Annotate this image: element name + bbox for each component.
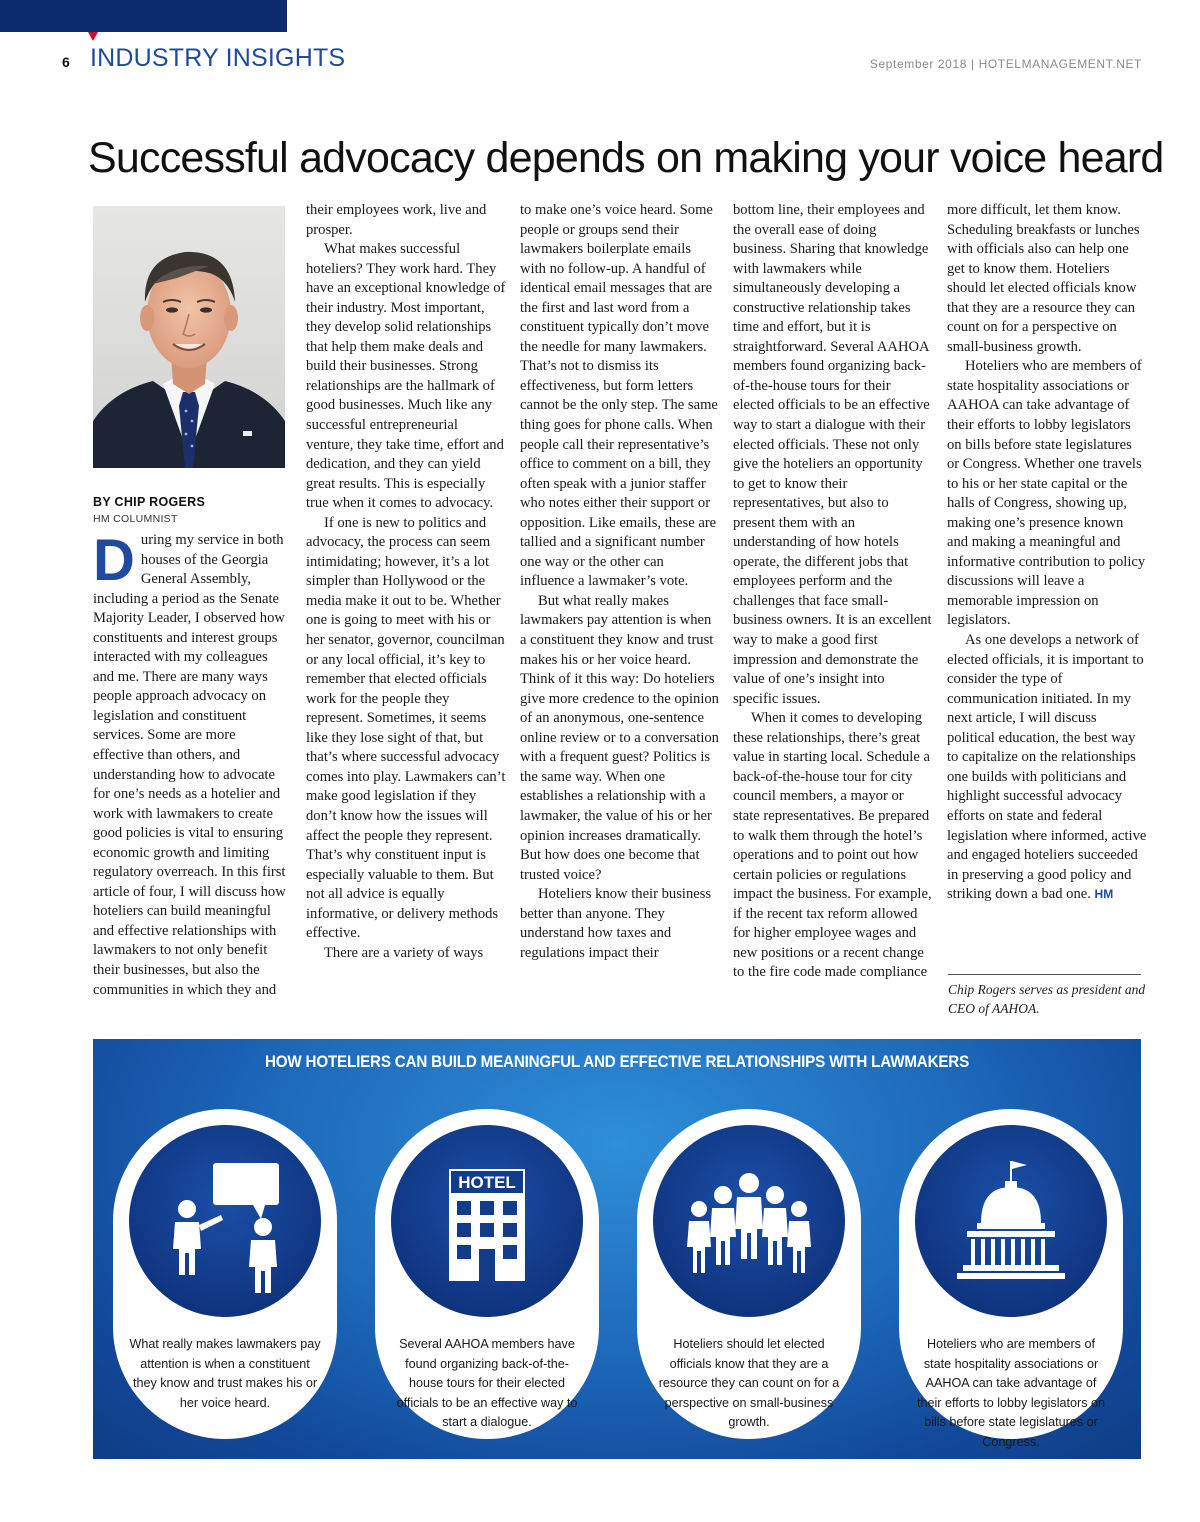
infographic-card xyxy=(375,1109,599,1439)
infographic-card-text: Hoteliers should let elected officials know that they are a resource they can count on for a perspective on small-business growth. xyxy=(658,1337,840,1430)
conversation-icon xyxy=(129,1125,321,1317)
drop-cap: D xyxy=(93,528,135,593)
header-red-marker xyxy=(88,32,98,41)
author-bio: Chip Rogers serves as president and CEO of AAHOA. xyxy=(948,982,1146,1016)
infographic-card xyxy=(899,1109,1123,1449)
author-portrait-illustration xyxy=(93,206,285,468)
article-paragraph: bottom line, their employees and the overall ease of doing business. Sharing that knowledge with lawmakers while simultaneously developing a constructive relationship takes time and effort, but it is straightforward. Several AAHOA members found organizing back-of-the-house tours for their elected officials to be an effective way to start a dialogue with their elected officials. These not only give the hoteliers an opportunity to get to know their representatives, but also to present them with an understanding of how hotels operate, the different jobs that employees perform and the challenges that face small-business owners. It is an excellent way to make a good first impression and demonstrate the value of one’s insight into specific issues. xyxy=(733,202,932,707)
article-paragraph: their employees work, live and prosper. xyxy=(306,202,487,238)
infographic-card xyxy=(113,1109,337,1439)
article-headline: Successful advocacy depends on making your voice heard xyxy=(88,134,1164,182)
article-paragraph: But what really makes lawmakers pay attention is when a constituent they know and trust makes his or her voice heard. Think of it this way: Do hoteliers give more credence to the opinion of an anonymous, one-sentence online review or to a conversation with a frequent guest? Politics is the same way. When one establishes a relationship with a lawmaker, the value of his or her opinion increases dramatically. But how does one become that trusted voice? xyxy=(520,592,719,883)
article-column-1 xyxy=(93,528,289,1000)
author-photo xyxy=(93,206,285,468)
article-column-5 xyxy=(947,201,1147,905)
article-paragraph: What makes successful hoteliers? They work hard. They have an exceptional knowledge of their industry. Most important, they develop solid relationships that help them make deals and build their businesses. Strong relationships are the hallmark of good businesses. Much like any successful entrepreneurial venture, they take time, effort and dedication, and they can yield great results. This is especially true when it comes to advocacy. xyxy=(306,241,506,512)
hotel-sign: HOTEL xyxy=(458,1173,516,1192)
article-column-3 xyxy=(520,201,720,963)
author-role: HM COLUMNIST xyxy=(93,513,178,525)
issue-date-and-site: September 2018 | HOTELMANAGEMENT.NET xyxy=(869,57,1142,71)
article-paragraph: There are a variety of ways xyxy=(324,944,484,961)
infographic-card-text: What really makes lawmakers pay attention is when a constituent they know and trust makes his or her voice heard. xyxy=(129,1337,321,1410)
article-paragraph xyxy=(947,631,1147,905)
end-mark: HM xyxy=(1094,887,1114,902)
header-color-bar xyxy=(0,0,287,32)
article-column-4 xyxy=(733,201,933,983)
infographic-card-text: Hoteliers who are members of state hospitality associations or AAHOA can take advantage of their efforts to lobby legislators on bills before state legislatures or Congress. xyxy=(916,1337,1106,1449)
hotel-building-icon xyxy=(391,1125,583,1317)
article-column-2 xyxy=(306,201,506,963)
group-icon xyxy=(653,1125,845,1317)
article-paragraph: to make one’s voice heard. Some people or groups send their lawmakers boilerplate emails with no follow-up. A handful of identical email messages that are the first and last word from a constituent typically don’t move the needle for many lawmakers. That’s not to dismiss its effectiveness, but form letters cannot be the only step. The same thing goes for phone calls. When people call their representative’s office to comment on a bill, they often speak with a junior staffer who notes either their support or opposition. Like emails, these are tallied and a significant number one way or the other can influence a lawmaker’s vote. xyxy=(520,202,718,590)
article-paragraph: Hoteliers who are members of state hospitality associations or AAHOA can take advantage of their efforts to lobby legislators on bills before state legislatures or Congress. Whether one travels to his or her state capital or the halls of Congress, showing up, making one’s presence known and making a meaningful and informative contribution to policy discussions will leave a memorable impression on legislators. xyxy=(947,358,1146,629)
bio-divider xyxy=(948,974,1141,975)
author-byline: BY CHIP ROGERS xyxy=(93,495,206,509)
infographic-card-text: Several AAHOA members have found organizing back-of-the-house tours for their elected officials to be an effective way to start a dialogue. xyxy=(396,1337,578,1430)
article-paragraph: When it comes to developing these relationships, there’s great value in starting local. Schedule a back-of-the-house tour for city council members, a mayor or state representatives. Be prepared to walk them through the hotel’s operations and to point out how certain policies or regulations impact the business. For example, if the recent tax reform allowed for higher employee wages and new positions or a recent change to the fire code made compliance xyxy=(733,710,932,981)
capitol-icon xyxy=(915,1125,1107,1317)
article-paragraph: more difficult, let them know. Scheduling breakfasts or lunches with officials also can help one get to know them. Hoteliers should let elected officials know that they are a resource they can count on for a perspective on small-business growth. xyxy=(947,202,1140,355)
article-paragraph: If one is new to politics and advocacy, the process can seem intimidating; however, it’s a lot simpler than Hollywood or the media make it out to be. Whether one is going to meet with his or her senator, governor, councilman or any local official, it’s key to remember that elected officials work for the people they represent. Sometimes, it seems like they lose sight of that, but that’s where successful advocacy comes into play. Lawmakers can’t make good legislation if they don’t know how the issues will affect the people they represent. That’s why constituent input is especially valuable to them. But not all advice is equally informative, or delivery methods effective. xyxy=(306,514,506,942)
infographic-card xyxy=(637,1109,861,1439)
infographic-title: HOW HOTELIERS CAN BUILD MEANINGFUL AND EFFECTIVE RELATIONSHIPS WITH LAWMAKERS xyxy=(264,1053,970,1071)
section-title: INDUSTRY INSIGHTS xyxy=(90,44,346,72)
infographic-panel xyxy=(93,1039,1141,1459)
page-number: 6 xyxy=(62,54,70,70)
article-paragraph-text: As one develops a network of elected officials, it is important to consider the type of communication initiated. In my next article, I will discuss political education, the best way to capitalize on the relationships one builds with politicians and highlight successful advocacy efforts on state and federal legislation where informed, active and engaged hoteliers succeeded in preserving a good policy and striking down a bad one. xyxy=(947,632,1147,903)
article-paragraph: uring my service in both houses of the Georgia General Assembly, including a period as the Senate Majority Leader, I observed how constituents and interest groups interacted with my colleagues and me. There are many ways people approach advocacy on legislation and constituent services. Some are more effective than others, and understanding how to advocate for one’s needs as a hotelier and work with lawmakers to create good policies is vital to ensuring economic growth and limiting regulatory overreach. In this first article of four, I will discuss how hoteliers can build meaningful and effective relationships with lawmakers to not only benefit their businesses, but also the communities in which they and xyxy=(93,532,286,998)
article-paragraph: Hoteliers know their business better than anyone. They understand how taxes and regulations impact their xyxy=(520,886,712,961)
